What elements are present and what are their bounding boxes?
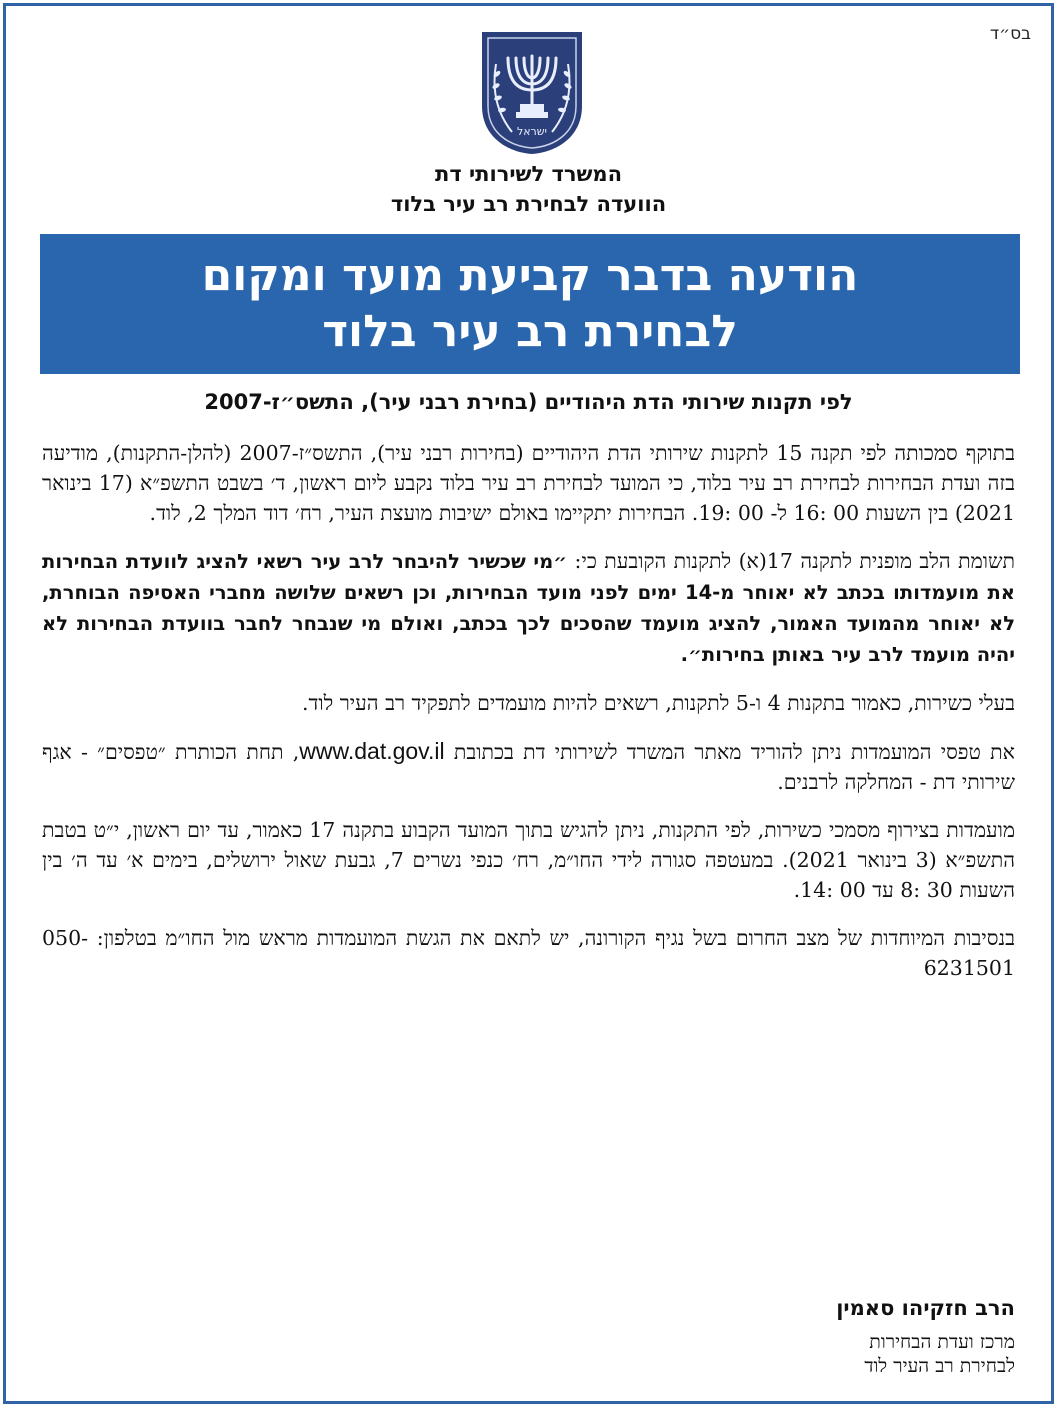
committee-name: הוועדה לבחירת רב עיר בלוד [390, 192, 667, 216]
signature-block [836, 1296, 1015, 1378]
forms-text-a: את טפסי המועמדות ניתן להוריד מאתר המשרד לשירותי דת בכתובת [444, 740, 1015, 764]
svg-text:ישראל: ישראל [516, 125, 548, 138]
headline-banner [40, 234, 1020, 374]
forms-text-b: , תחת הכותרת ״טפסים״ - אגף שירותי דת - המחלקה לרבנים. [42, 740, 1015, 794]
signatory-title-1: מרכז ועדת הבחירות [869, 1331, 1015, 1353]
regulation-quote: ״מי שכשיר להיבחר לרב עיר רשאי להציג לוועדת הבחירות את מועמדותו בכתב לא יאוחר מ-14 ימים לפני מועד הבחירות, וכן רשאים שלושה מחברי האסיפה הבוחרת, לא יאוחר מהמועד האמור, להציג מועמד שהסכים לכך בכתב, ואולם מי שנבחר לחבר בוועדת הבחירות לא יהיה מועמד לרב עיר באותן בחירות״. [42, 550, 1015, 666]
ministry-header [6, 159, 1051, 219]
headline-line-1: הודעה בדבר קביעת מועד ומקום [201, 250, 859, 301]
paragraph-corona: בנסיבות המיוחדות של מצב החרום בשל נגיף הקורונה, יש לתאם את הגשת המועמדות מראש מול החו״מ בטלפון: 050-6231501 [42, 926, 1015, 980]
corner-mark: בס״ד [989, 24, 1031, 44]
website-link[interactable]: www.dat.gov.il [299, 738, 445, 764]
paragraph-regulation [42, 546, 1015, 670]
notice-page [3, 3, 1054, 1404]
paragraph-authority: בתוקף סמכותה לפי תקנה 15 לתקנות שירותי הדת היהודיים (בחירות רבני עיר), התשס״ז-2007 (להלן-התקנות), מודיעה בזה ועדת הבחירות לבחירת רב עיר בלוד, כי המועד לבחירת רב עיר בלוד נקבע ליום ראשון, ד׳ בשבט התשפ״א (17 בינואר 2021) בין השעות 00 :16 ל- 00 :19. הבחירות יתקיימו באולם ישיבות מועצת העיר, רח׳ דוד המלך 2, לוד. [42, 441, 1016, 525]
paragraph-eligibility: בעלי כשירות, כאמור בתקנות 4 ו-5 לתקנות, רשאים להיות מועמדים לתפקיד רב העיר לוד. [301, 691, 1015, 715]
paragraph-submission: מועמדות בצירוף מסמכי כשירות, לפי התקנות, ניתן להגיש בתוך המועד הקבוע בתקנה 17 כאמור, עד יום ראשון, י״ט בטבת התשפ״א (3 בינואר 2021). במעטפה סגורה לידי החו״מ, רח׳ כנפי נשרים 7, גבעת שאול ירושלים, בימים א׳ עד ה׳ בין השעות 30 :8 עד 00 :14. [42, 818, 1015, 902]
paragraph-forms [42, 736, 1015, 797]
notice-body [42, 438, 1015, 1001]
signatory-title-2: לבחירת רב העיר לוד [864, 1355, 1015, 1377]
ministry-name: המשרד לשירותי דת [434, 162, 623, 186]
headline-line-2: לבחירת רב עיר בלוד [322, 306, 738, 357]
state-emblem-icon [478, 28, 586, 156]
regulation-subtitle: לפי תקנות שירותי הדת היהודיים (בחירת רבני עיר), התשס״ז-2007 [204, 390, 853, 414]
signatory-name: הרב חזקיהו סאמין [836, 1296, 1015, 1320]
regulation-lead: תשומת הלב מופנית לתקנה 17(א) לתקנות הקובעת כי: [567, 549, 1016, 573]
